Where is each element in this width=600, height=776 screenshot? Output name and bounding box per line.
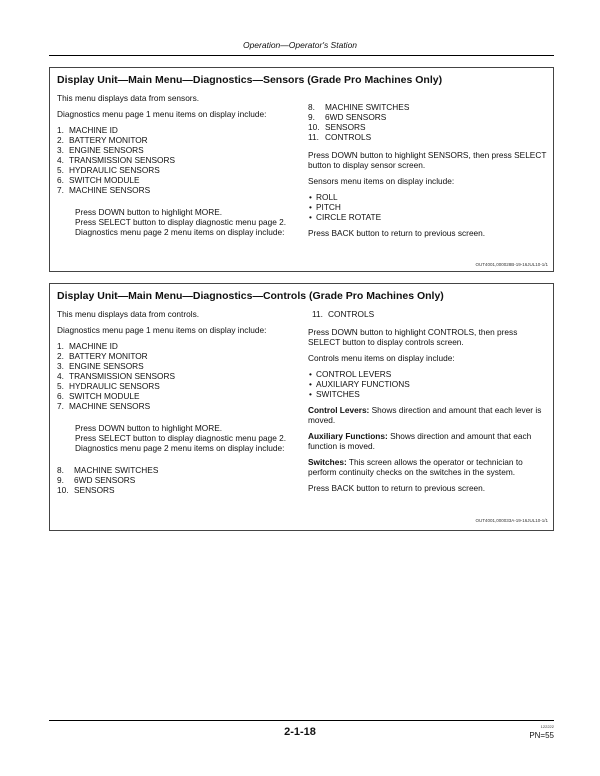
- print-code: 122222: [540, 724, 554, 729]
- list-item: 4. TRANSMISSION SENSORS: [57, 155, 176, 165]
- steps-block: [57, 207, 305, 237]
- aux-functions-description: Auxiliary Functions: Shows direction and amount that each function is moved.: [308, 431, 532, 451]
- page2-intro: Diagnostics menu page 2 menu items on display include:: [75, 227, 285, 237]
- list-item: 9. 6WD SENSORS: [308, 112, 387, 122]
- list-item: • CONTROL LEVERS: [308, 369, 550, 379]
- list-item: 1. MACHINE ID: [57, 341, 118, 351]
- term-label: Auxiliary Functions:: [308, 431, 388, 441]
- right-column: [308, 309, 550, 499]
- left-column: [57, 309, 305, 503]
- term-label: Control Levers:: [308, 405, 370, 415]
- list-item: 2. BATTERY MONITOR: [57, 135, 148, 145]
- step-text: Press SELECT button to display diagnostic menu page 2.: [75, 433, 287, 443]
- list-item: • CIRCLE ROTATE: [308, 212, 550, 222]
- list-item: 2. BATTERY MONITOR: [57, 351, 148, 361]
- list-item: 10. SENSORS: [308, 122, 366, 132]
- section-sensors: [49, 67, 554, 272]
- list-item: 5. HYDRAULIC SENSORS: [57, 381, 160, 391]
- list-item: 3. ENGINE SENSORS: [57, 145, 144, 155]
- list-item: • PITCH: [308, 202, 550, 212]
- list-item: 11. CONTROLS: [312, 309, 375, 319]
- list-item: 7. MACHINE SENSORS: [57, 185, 151, 195]
- page1-intro: Diagnostics menu page 1 menu items on display include:: [57, 109, 267, 119]
- list-item: • SWITCHES: [308, 389, 550, 399]
- page2-list: [308, 102, 550, 142]
- list-item: 1. MACHINE ID: [57, 125, 118, 135]
- controls-intro: Controls menu items on display include:: [308, 353, 455, 363]
- step-text: Press DOWN button to highlight MORE.: [75, 207, 223, 217]
- instruction-text: Press DOWN button to highlight SENSORS, then press SELECT button to display sensor screen.: [308, 150, 547, 170]
- list-item: • ROLL: [308, 192, 550, 202]
- page2-list: [57, 465, 305, 495]
- page1-list: [57, 125, 305, 195]
- list-item: 6. SWITCH MODULE: [57, 391, 140, 401]
- switches-description: Switches: This screen allows the operator or technician to perform continuity checks on the switches in the system.: [308, 457, 523, 477]
- sensors-intro: Sensors menu items on display include:: [308, 176, 455, 186]
- page1-intro: Diagnostics menu page 1 menu items on display include:: [57, 325, 267, 335]
- intro-text: This menu displays data from sensors.: [57, 93, 200, 103]
- list-item: 7. MACHINE SENSORS: [57, 401, 151, 411]
- page2-intro: Diagnostics menu page 2 menu items on display include:: [75, 443, 285, 453]
- steps-block: [57, 423, 305, 453]
- footer-rule: [49, 720, 554, 721]
- controls-list: [308, 369, 550, 399]
- left-column: [57, 93, 305, 237]
- list-item: 8. MACHINE SWITCHES: [308, 102, 410, 112]
- list-item: 9. 6WD SENSORS: [57, 475, 136, 485]
- instruction-text: Press DOWN button to highlight CONTROLS, then press SELECT button to display controls screen.: [308, 327, 518, 347]
- reference-code: OUT4001,000033A-19-16JUL10-1/1: [475, 518, 548, 523]
- list-item: 6. SWITCH MODULE: [57, 175, 140, 185]
- pn-label: PN=55: [529, 731, 554, 740]
- page2-list-continued: [308, 309, 550, 319]
- page1-list: [57, 341, 305, 411]
- intro-text: This menu displays data from controls.: [57, 309, 200, 319]
- section-title: Display Unit—Main Menu—Diagnostics—Sensors (Grade Pro Machines Only): [57, 74, 443, 86]
- sensor-list: [308, 192, 550, 222]
- header-rule: [49, 55, 554, 56]
- back-instruction: Press BACK button to return to previous screen.: [308, 483, 486, 493]
- list-item: 3. ENGINE SENSORS: [57, 361, 144, 371]
- term-label: Switches:: [308, 457, 347, 467]
- back-instruction: Press BACK button to return to previous screen.: [308, 228, 486, 238]
- section-controls: [49, 283, 554, 531]
- list-item: 5. HYDRAULIC SENSORS: [57, 165, 160, 175]
- section-title: Display Unit—Main Menu—Diagnostics—Controls (Grade Pro Machines Only): [57, 290, 444, 302]
- step-text: Press DOWN button to highlight MORE.: [75, 423, 223, 433]
- control-levers-description: Control Levers: Shows direction and amount that each lever is moved.: [308, 405, 542, 425]
- list-item: 8. MACHINE SWITCHES: [57, 465, 159, 475]
- list-item: 11. CONTROLS: [308, 132, 372, 142]
- reference-code: OUT4001,000028B-19-16JUL10-1/1: [475, 262, 548, 267]
- right-column: [308, 102, 550, 244]
- list-item: • AUXILIARY FUNCTIONS: [308, 379, 550, 389]
- list-item: 10. SENSORS: [57, 485, 115, 495]
- step-text: Press SELECT button to display diagnostic menu page 2.: [75, 217, 287, 227]
- running-header: Operation—Operator's Station: [242, 40, 358, 50]
- page-number: 2-1-18: [284, 726, 316, 738]
- list-item: 4. TRANSMISSION SENSORS: [57, 371, 176, 381]
